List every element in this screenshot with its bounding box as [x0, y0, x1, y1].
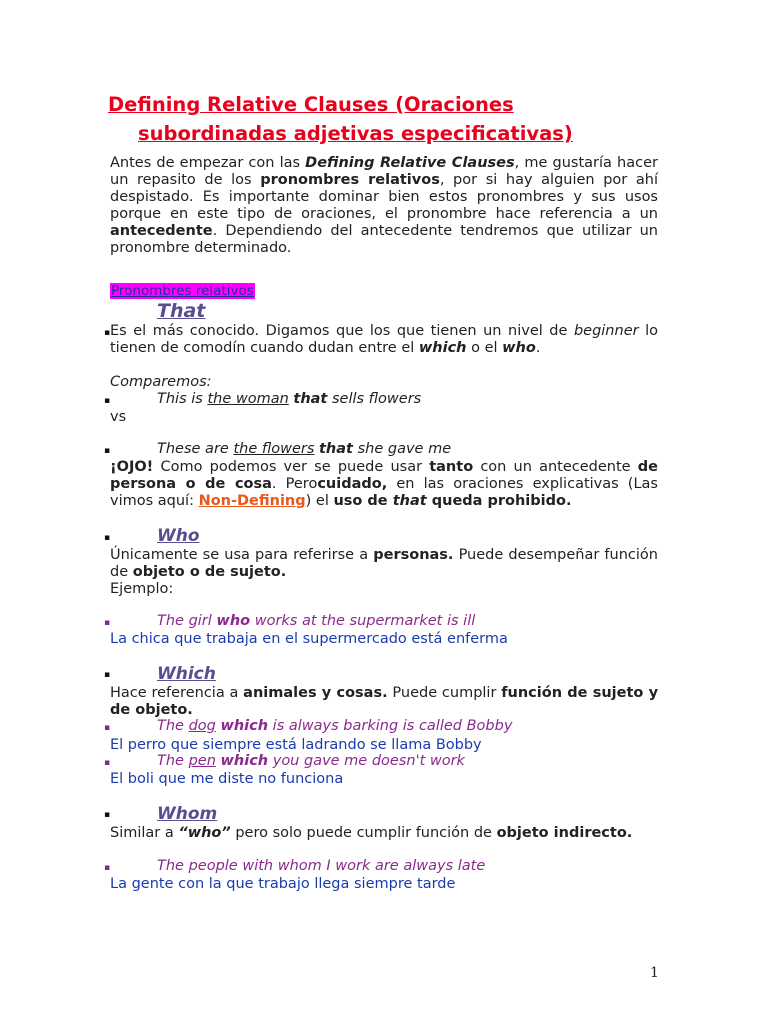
ex-text: The	[157, 718, 189, 734]
ex-underline: pen	[188, 753, 216, 769]
bullet-icon: ▪	[104, 396, 111, 406]
ex-bold: that	[293, 391, 328, 407]
which-bold: función de sujeto y de objeto.	[110, 685, 659, 718]
ojo-bold: queda prohibido.	[426, 493, 572, 509]
ojo-bold-italic: that	[392, 493, 427, 509]
that-vs: vs	[110, 409, 127, 425]
who-bold: personas.	[373, 547, 454, 563]
ex-bold: which	[220, 753, 269, 769]
ex-text: you gave me doesn't work	[268, 753, 465, 769]
bullet-icon: ▪	[104, 758, 111, 768]
that-text-1: Es el más conocido. Digamos que los que tienen un nivel de	[110, 323, 574, 339]
ojo-bold: tanto	[429, 459, 474, 475]
whom-text: pero solo puede cumplir función de	[230, 825, 497, 841]
that-bold-2: who	[502, 340, 536, 356]
ojo-text: con un antecedente	[473, 459, 638, 475]
intro-bold-2: pronombres relativos	[260, 172, 440, 188]
title-line-2: subordinadas adjetivas especificativas)	[138, 122, 573, 145]
ojo-text: ) el	[305, 493, 334, 509]
heading-that: That	[157, 300, 206, 322]
intro-text-4: . Dependiendo del antecedente tendremos que utilizar un pronombre determinado.	[110, 223, 658, 256]
ex-text: The people with whom I work are always late	[157, 858, 486, 874]
that-text-3: o el	[466, 340, 503, 356]
whom-translation: La gente con la que trabajo llega siempre tarde	[110, 876, 456, 892]
whom-bold: objeto indirecto.	[496, 825, 633, 841]
that-italic-1: beginner	[573, 323, 639, 339]
ex-text: sells flowers	[327, 391, 422, 407]
that-example-2	[157, 441, 451, 457]
ex-text: These are	[157, 441, 234, 457]
who-text: Únicamente se usa para referirse a	[110, 547, 374, 563]
who-description	[110, 547, 658, 581]
bullet-icon: ▪	[104, 810, 111, 820]
which-text: Puede cumplir	[387, 685, 502, 701]
bullet-icon: ▪	[104, 670, 111, 680]
compare-label: Comparemos:	[110, 374, 212, 390]
ojo-text: Como podemos ver se puede usar	[153, 459, 430, 475]
ex-bold: which	[220, 718, 269, 734]
title-line-1: Defining Relative Clauses (Oraciones	[108, 93, 514, 116]
ex-text: This is	[157, 391, 208, 407]
whom-text: Similar a	[110, 825, 179, 841]
which-example-2	[157, 753, 465, 769]
ojo-bold: de persona o de cosa	[110, 459, 658, 492]
ojo-text: . Pero	[271, 476, 318, 492]
section-tag-pronombres[interactable]: Pronombres relativos	[111, 283, 254, 299]
ojo-bold: uso de	[333, 493, 393, 509]
ojo-bold: cuidado,	[317, 476, 388, 492]
bullet-icon: ▪	[104, 723, 111, 733]
ex-underline: the flowers	[233, 441, 315, 457]
page-number: 1	[650, 965, 659, 981]
heading-which: Which	[157, 664, 216, 684]
ex-bold: that	[319, 441, 353, 457]
ex-text: The	[157, 753, 189, 769]
that-compare	[110, 374, 212, 390]
ex-text: is always barking is called Bobby	[268, 718, 513, 734]
that-example-1	[157, 391, 421, 407]
that-text-2: lo tienen de comodín cuando dudan entre el	[110, 323, 659, 356]
which-text: Hace referencia a	[110, 685, 244, 701]
whom-bold: “who”	[178, 825, 231, 841]
bullet-icon: ▪	[104, 328, 111, 338]
page-title	[108, 90, 668, 148]
bullet-icon: ▪	[104, 446, 111, 456]
intro-text-2: , me gustaría hacer un repasito de los	[110, 155, 658, 188]
non-defining-link[interactable]: Non-Defining	[198, 493, 306, 509]
ojo-text: en las oraciones explicativas (Las vimos aquí:	[110, 476, 658, 509]
which-example-1	[157, 718, 512, 734]
who-bold: objeto o de sujeto.	[132, 564, 287, 580]
heading-who: Who	[157, 526, 200, 546]
ex-underline: the woman	[207, 391, 289, 407]
intro-paragraph	[110, 155, 658, 257]
bullet-icon: ▪	[104, 533, 111, 543]
that-text-4: .	[535, 340, 541, 356]
ojo-label: ¡OJO!	[110, 459, 154, 475]
ex-bold: who	[216, 613, 251, 629]
ex-text: she gave me	[352, 441, 452, 457]
whom-description	[110, 825, 658, 842]
who-example-label: Ejemplo:	[110, 581, 174, 597]
who-example	[157, 613, 475, 629]
intro-text-3: , por si hay alguien por ahí despistado. Es importante dominar bien estos pronombres y sus usos porque en este tipo de oraciones, el pronombre hace referencia a un	[110, 172, 658, 222]
intro-bold-1: Defining Relative Clauses	[305, 155, 515, 171]
ex-text: works at the supermarket is ill	[250, 613, 476, 629]
that-warning	[110, 459, 658, 510]
bullet-icon: ▪	[104, 618, 111, 628]
ex-text: The girl	[157, 613, 217, 629]
intro-bold-3: antecedente	[110, 223, 213, 239]
which-description	[110, 685, 658, 719]
which-translation-1: El perro que siempre está ladrando se llama Bobby	[110, 737, 482, 753]
that-bold-1: which	[418, 340, 467, 356]
heading-whom: Whom	[157, 804, 218, 824]
whom-example	[157, 858, 485, 874]
who-text: Puede desempeñar función de	[110, 547, 658, 580]
which-translation-2: El boli que me diste no funciona	[110, 771, 344, 787]
bullet-icon: ▪	[104, 863, 111, 873]
which-bold: animales y cosas.	[243, 685, 388, 701]
intro-text-1: Antes de empezar con las	[110, 155, 306, 171]
ex-underline: dog	[188, 718, 216, 734]
that-description	[110, 323, 658, 357]
who-translation: La chica que trabaja en el supermercado está enferma	[110, 631, 508, 647]
